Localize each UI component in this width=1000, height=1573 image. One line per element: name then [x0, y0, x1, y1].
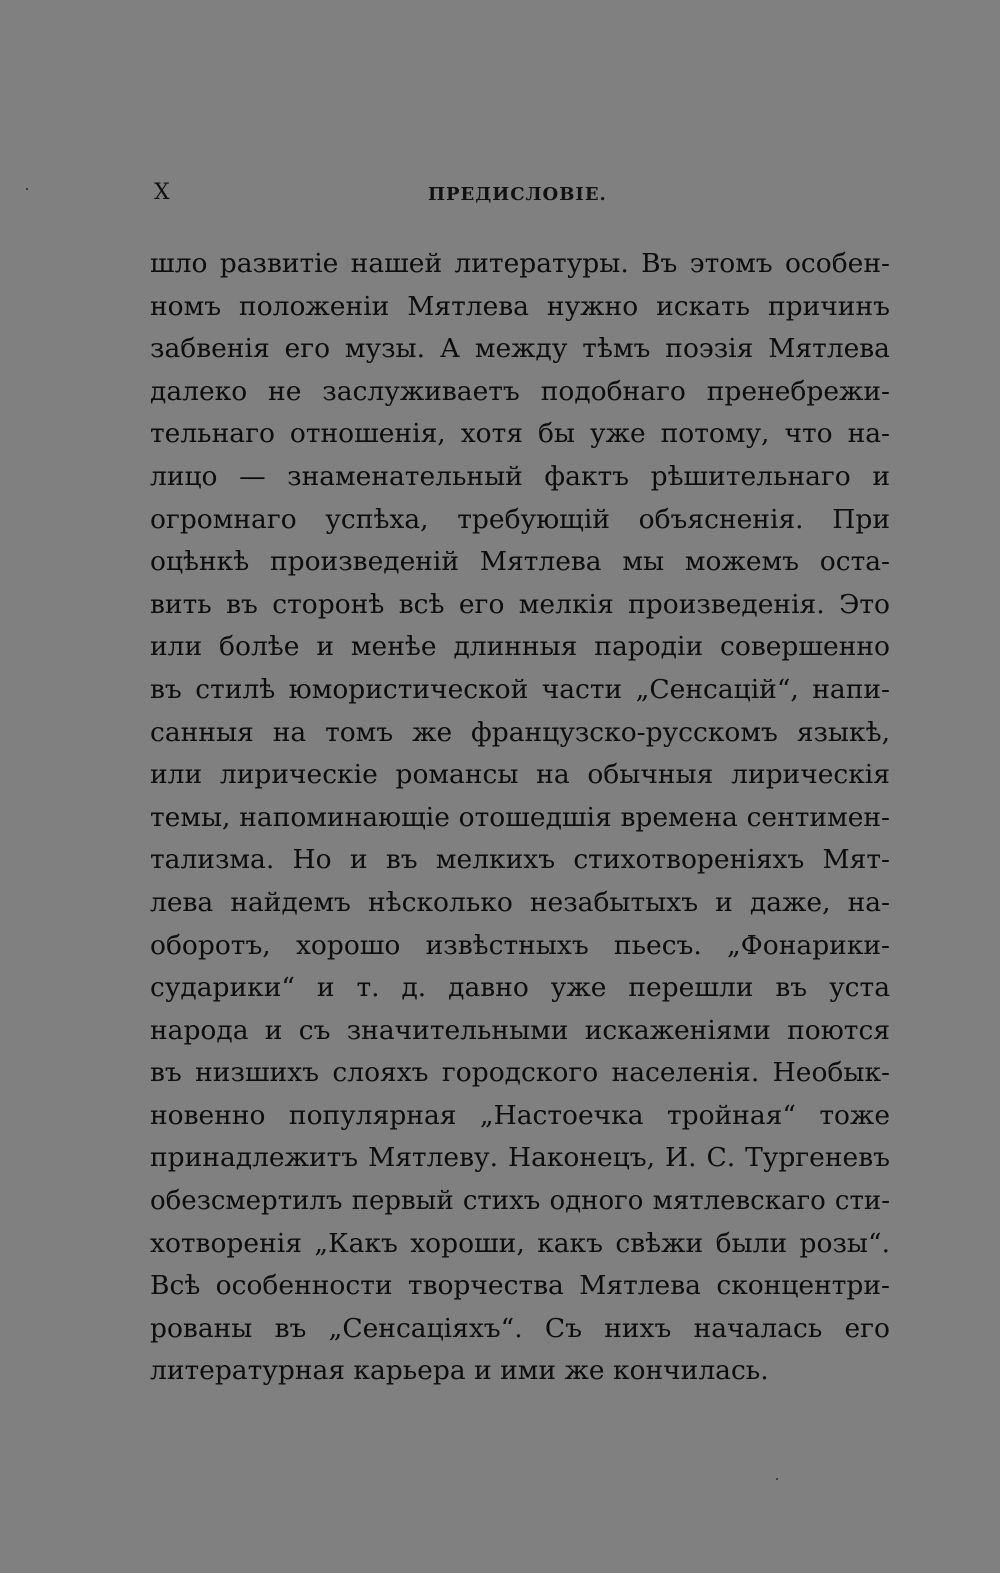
- text-line: санныя на томъ же французско-русскомъ языкѣ,: [150, 716, 890, 748]
- text-line: огромнаго успѣха, требующій объясненія. При: [150, 503, 890, 535]
- text-line: темы, напоминающіе отошедшія времена сентимен-: [150, 801, 890, 833]
- text-line: номъ положеніи Мятлева нужно искать причинъ: [150, 290, 890, 322]
- page-number: X: [154, 180, 171, 205]
- text-line: лицо — знаменательный фактъ рѣшительнаго и: [150, 460, 890, 492]
- text-line: или лирическіе романсы на обычныя лирическія: [150, 759, 890, 791]
- text-line: лева найдемъ нѣсколько незабытыхъ и даже, на-: [150, 886, 890, 918]
- text-line: шло развитіе нашей литературы. Въ этомъ особен-: [150, 248, 890, 279]
- text-line: тельнаго отношенія, хотя бы уже потому, что на-: [150, 418, 890, 450]
- running-title: ПРЕДИСЛОВІЕ.: [428, 184, 607, 205]
- text-line: въ низшихъ слояхъ городского населенія. Необык-: [150, 1057, 890, 1089]
- text-line: вить въ сторонѣ всѣ его мелкія произведенія. Это: [150, 588, 890, 620]
- text-line: оцѣнкѣ произведеній Мятлева мы можемъ оста-: [150, 546, 890, 578]
- text-line: народа и съ значительными искаженіями поются: [150, 1014, 890, 1046]
- text-line: обезсмертилъ первый стихъ одного мятлевскаго сти-: [150, 1186, 890, 1217]
- body-text: [150, 243, 890, 1393]
- text-line: въ стилѣ юмористической части „Сенсацій“, напи-: [150, 673, 890, 705]
- text-line: забвенія его музы. А между тѣмъ поэзія Мятлева: [150, 333, 890, 365]
- text-line: рованы въ „Сенсаціяхъ“. Съ нихъ началась его: [150, 1312, 890, 1344]
- text-line: или болѣе и менѣе длинныя пародіи совершенно: [150, 631, 890, 663]
- text-line: Всѣ особенности творчества Мятлева сконцентри-: [150, 1270, 890, 1302]
- text-line: оборотъ, хорошо извѣстныхъ пьесъ. „Фонарики-: [150, 929, 890, 961]
- text-line: литературная карьера и ими же кончилась.: [150, 1355, 769, 1387]
- scan-speck: [776, 1478, 778, 1480]
- text-line: далеко не заслуживаетъ подобнаго пренебрежи-: [150, 375, 890, 407]
- text-line: тализма. Но и въ мелкихъ стихотвореніяхъ Мят-: [150, 844, 890, 876]
- text-line: сударики“ и т. д. давно уже перешли въ уста: [150, 972, 890, 1004]
- page-header: [150, 180, 890, 214]
- text-line: новенно популярная „Настоечка тройная“ тоже: [150, 1099, 890, 1131]
- text-line: принадлежитъ Мятлеву. Наконецъ, И. С. Тургеневъ: [150, 1142, 890, 1174]
- text-line: хотворенія „Какъ хороши, какъ свѣжи были розы“.: [150, 1227, 890, 1259]
- scan-speck: [26, 188, 28, 190]
